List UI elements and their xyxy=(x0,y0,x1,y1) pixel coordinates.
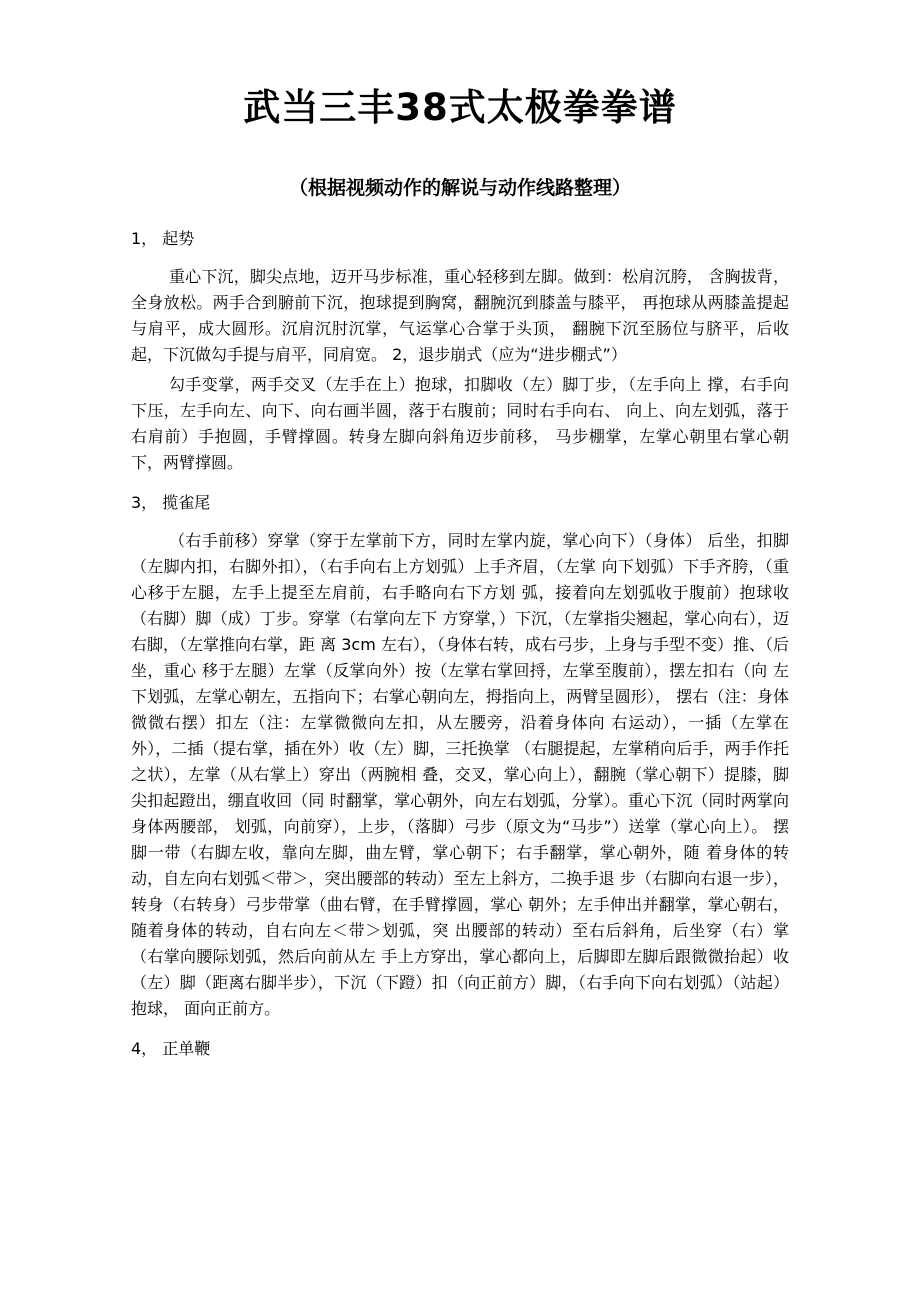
section-heading-4: 4， 正单鞭 xyxy=(131,1039,211,1058)
document-body xyxy=(131,226,789,1074)
section-1-paragraph-1: 重心下沉，脚尖点地，迈开马步标准，重心轻移到左脚。做到：松肩沉胯， 含胸拔背，全身放松。两手合到腑前下沉，抱球提到胸窝，翻腕沉到膝盖与膝平， 再抱球从两膝盖提起与肩平，成大圆形。沉肩沉肘沉掌，气运掌心合掌于头顶， 翻腕下沉至肠位与脐平，后收起，下沉做勾手提与肩平，同肩宽。 2，退步崩式（应为“进步棚式”） xyxy=(131,267,789,364)
section-heading-1: 1， 起势 xyxy=(131,229,195,248)
section-1-paragraph-2: 勾手变掌，两手交叉（左手在上）抱球，扣脚收（左）脚丁步，（左手向上 撑，右手向下压，左手向左、向下、向右画半圆，落于右腹前；同时右手向右、 向上、向左划弧，落于右肩前）手抱圆，手臂撑圆。转身左脚向斜角迈步前移， 马步棚掌，左掌心朝里右掌心朝下，两臂撑圆。 xyxy=(131,375,789,472)
page-title: 武当三丰38式太极拳拳谱 xyxy=(243,86,677,129)
page-subtitle: （根据视频动作的解说与动作线路整理） xyxy=(288,177,631,199)
section-heading-3: 3， 揽雀尾 xyxy=(131,493,211,512)
section-3-paragraph-1: （右手前移）穿掌（穿于左掌前下方，同时左掌内旋，掌心向下）（身体） 后坐，扣脚（左脚内扣，右脚外扣），（右手向右上方划弧）上手齐眉，（左掌 向下划弧）下手齐胯，（重心移于左腿，左手上提至左肩前，右手略向右下方划 弧，接着向左划弧收于腹前）抱球收（右脚）脚（成）丁步。穿掌（右掌向左下 方穿掌，）下沉，（左掌指尖翘起，掌心向右），迈右脚，（左掌推向右掌，距 离 3cm 左右），（身体右转，成右弓步，上身与手型不变）推、（后坐，重心 移于左腿）左掌（反掌向外）按（左掌右掌回捋，左掌至腹前），摆左扣右（向 左下划弧，左掌心朝左，五指向下；右掌心朝向左，拇指向上，两臂呈圆形）， 摆右（注：身体微微右摆）扣左（注：左掌微微向左扣，从左腰旁，沿着身体向 右运动），一插（左掌在外），二插（提右掌，插在外）收（左）脚，三托换掌 （右腿提起，左掌稍向后手，两手作托之状），左掌（从右掌上）穿出（两腕相 叠，交叉，掌心向上），翻腕（掌心朝下）提膝，脚尖扣起蹬出，绷直收回（同 时翻掌，掌心朝外，向左右划弧，分掌）。重心下沉（同时两掌向身体两腰部， 划弧，向前穿），上步，（落脚）弓步（原文为“马步”）送掌（掌心向上）。 摆脚一带（右脚左收，靠向左脚，曲左臂，掌心朝下；右手翻掌，掌心朝外，随 着身体的转动，自左向右划弧＜带＞，突出腰部的转动）至左上斜方，二换手退 步（右脚向右退一步），转身（右转身）弓步带掌（曲右臂，在手臂撑圆，掌心 朝外；左手伸出并翻掌，掌心朝右，随着身体的转动，自右向左＜带＞划弧，突 出腰部的转动）至右后斜角，后坐穿（右）掌（右掌向腰际划弧，然后向前从左 手上方穿出，掌心都向上，后脚即左脚后跟微微抬起）收（左）脚（距离右脚半步），下沉（下蹬）扣（向正前方）脚，（右手向下向右划弧）（站起）抱球， 面向正前方。 xyxy=(131,531,789,1018)
